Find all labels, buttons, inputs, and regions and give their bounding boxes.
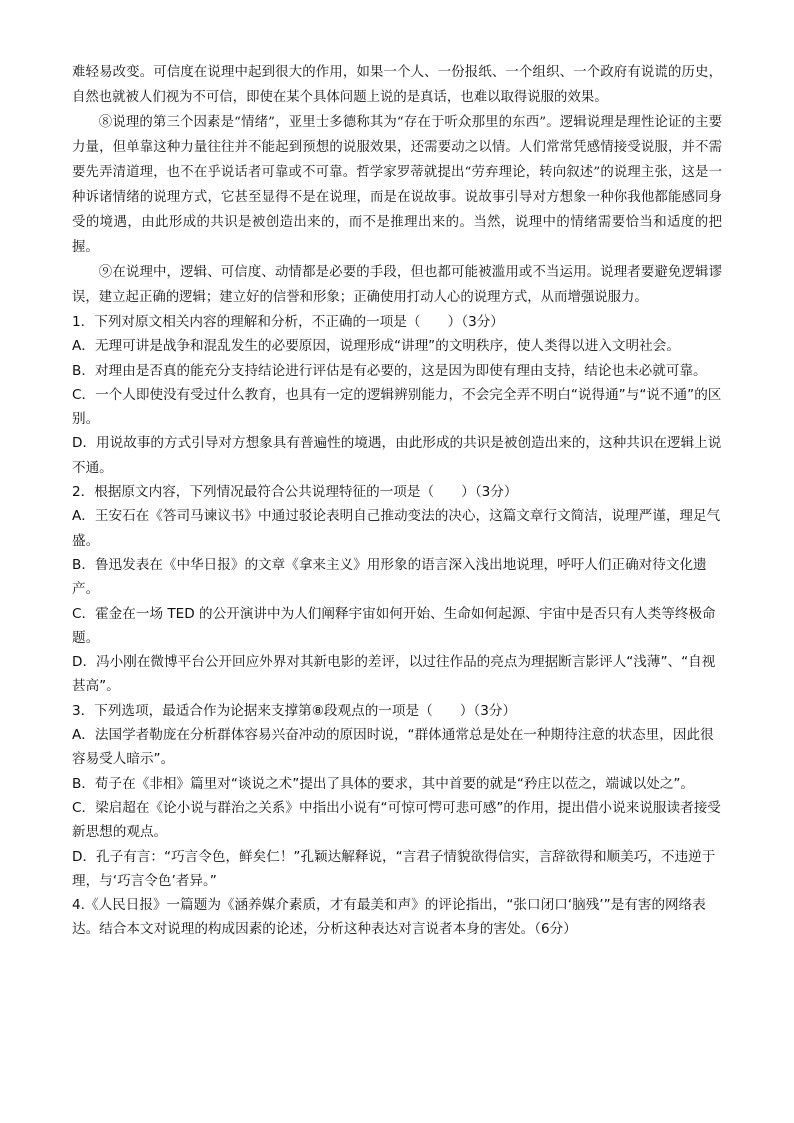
question-1 — [72, 310, 722, 480]
question-stem: 1．下列对原文相关内容的理解和分析，不正确的一项是（ ）（3分） — [72, 314, 504, 330]
question-option-b: B．鲁迅发表在《中华日报》的文章《拿来主义》用形象的语言深入浅出地说理，呼吁人们正确对待文化遗产。 — [72, 556, 707, 598]
question-option-a: A．王安石在《答司马谏议书》中通过驳论表明自己推动变法的决心，这篇文章行文简洁，说理严谨，理足气盛。 — [72, 508, 721, 549]
question-stem: 3．下列选项，最适合作为论据来支撑第⑧段观点的一项是（ ）（3分） — [72, 702, 517, 719]
document-page — [72, 60, 722, 942]
question-list — [72, 310, 722, 942]
question-option-d: D．用说故事的方式引导对方想象具有普遍性的境遇，由此形成的共识是被创造出来的，这种共识在逻辑上说不通。 — [72, 435, 722, 476]
question-option-b: B．对理由是否真的能充分支持结论进行评估是有必要的，这是因为即使有理由支持，结论也未必就可靠。 — [72, 362, 707, 379]
question-3 — [72, 699, 722, 893]
question-option-a: A．法国学者勒庞在分析群体容易兴奋冲动的原因时说，“群体通常总是处在一种期待注意的状态里，因此很容易受人暗示”。 — [72, 727, 714, 768]
passage-paragraph-continued: 难轻易改变。可信度在说理中起到很大的作用，如果一个人、一份报纸、一个组织、一个政府有说谎的历史，自然也就被人们视为不可信，即使在某个具体问题上说的是真话，也难以取得说服的效果。 — [72, 65, 722, 105]
question-option-d: D．冯小刚在微博平台公开回应外界对其新电影的差评，以过往作品的亮点为理据断言影评人“浅薄”、“自视甚高”。 — [72, 654, 716, 695]
question-option-b: B．荀子在《非相》篇里对“谈说之术”提出了具体的要求，其中首要的就是“矜庄以莅之，端诚以处之”。 — [72, 775, 695, 792]
question-option-c: C．霍金在一场 TED 的公开演讲中为人们阐释宇宙如何开始、生命如何起源、宇宙中是否只有人类等终极命题。 — [72, 605, 716, 646]
passage-paragraph-8: ⑧说理的第三个因素是“情绪”，亚里士多德称其为“存在于听众那里的东西”。逻辑说理是理性论证的主要力量，但单靠这种力量往往并不能起到预想的说服效果，还需要动之以情。人们常常凭感情接受说服，并不需要先弄清道理，也不在乎说话者可靠或不可靠。哲学家罗蒂就提出“劳弃理论，转向叙述”的说理主张，这是一种诉诸情绪的说理方式，它甚至显得不是在说理，而是在说故事。说故事引导对方想象一种你我他都能感同身受的境遇，由此形成的共识是被创造出来的，而不是推理出来的。当然，说理中的情绪需要恰当和适度的把握。 — [72, 115, 722, 255]
question-option-d: D．孔子有言：“巧言令色，鲜矣仁！”孔颖达解释说，“言君子情貌欲得信实，言辞欲得和顺美巧，不违逆于理，与‘巧言令色’者异。” — [72, 848, 716, 889]
question-option-a: A．无理可讲是战争和混乱发生的必要原因，说理形成“讲理”的文明秩序，使人类得以进入文明社会。 — [72, 338, 680, 355]
passage-paragraph-9: ⑨在说理中，逻辑、可信度、动情都是必要的手段，但也都可能被滥用或不当运用。说理者要避免逻辑谬误，建立起正确的逻辑；建立好的信誉和形象；正确使用打动人心的说理方式，从而增强说服力。 — [72, 265, 722, 305]
question-stem: 4.《人民日报》一篇题为《涵养媒介素质，才有最美和声》的评论指出，“张口闭口‘脑残’”是有害的网络表达。结合本文对说理的构成因素的论述，分析这种表达对言说者本身的害处。（6分） — [72, 897, 706, 938]
question-option-c: C．梁启超在《论小说与群治之关系》中指出小说有“可惊可愕可悲可感”的作用，提出借小说来说服读者接受新思想的观点。 — [72, 799, 721, 841]
question-4 — [72, 893, 722, 942]
question-stem: 2．根据原文内容，下列情况最符合公共说理特征的一项是（ ）（3分） — [72, 484, 518, 501]
question-option-c: C．一个人即使没有受过什么教育，也具有一定的逻辑辨别能力，不会完全弄不明白“说得通”与“说不通”的区别。 — [72, 386, 722, 428]
question-2 — [72, 480, 722, 699]
passage — [72, 60, 722, 310]
